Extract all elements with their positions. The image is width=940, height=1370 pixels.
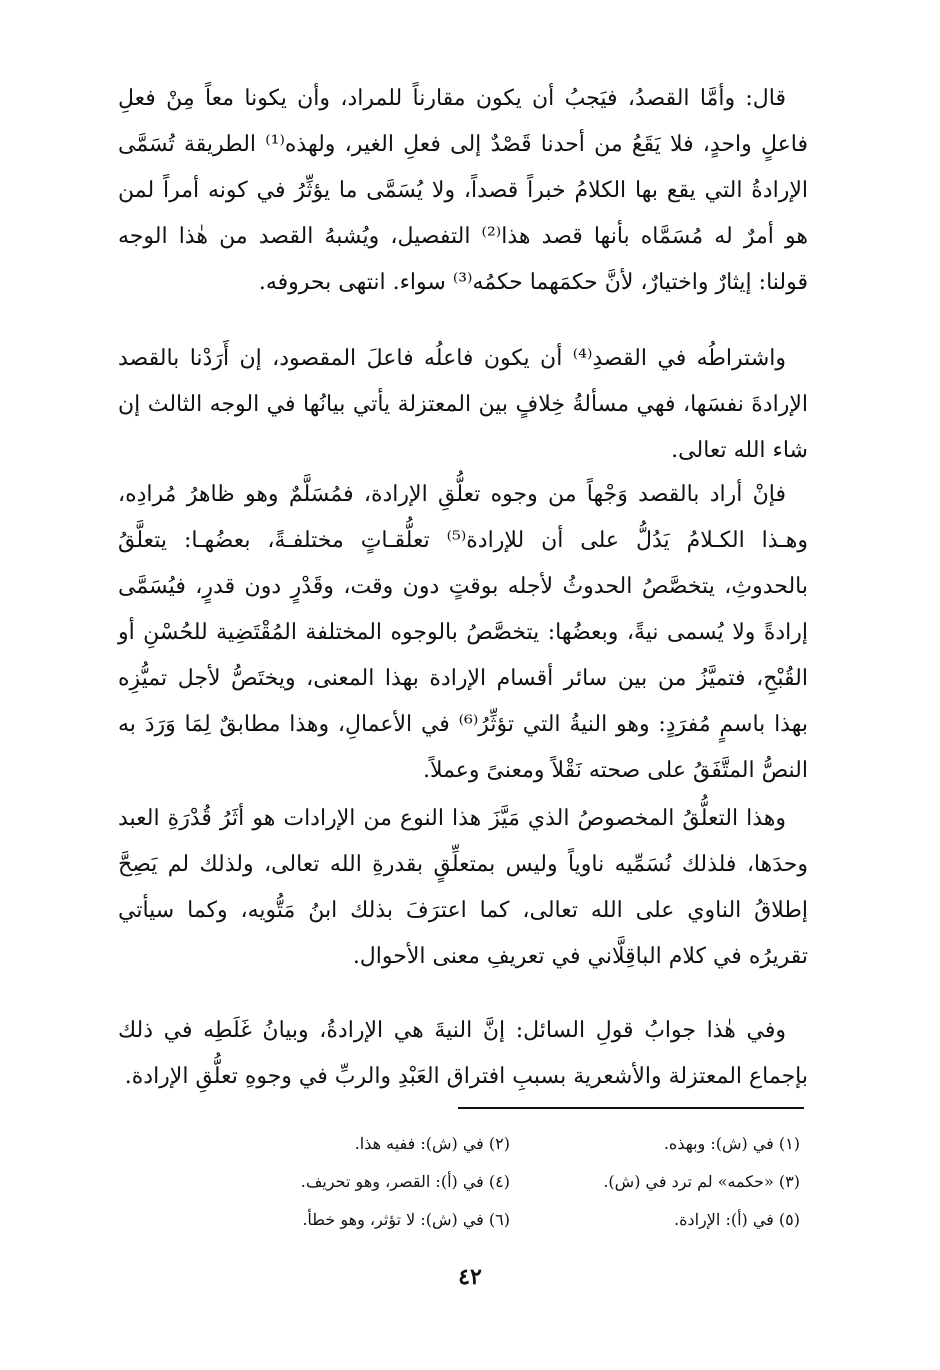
footnote-row [180,1124,800,1162]
footnote-4: (٤) في (أ): القصر، وهو تحريف. [300,1171,510,1191]
paragraph-3: فإنْ أراد بالقصد وَجْهاً من وجوه تعلُّقِ الإرادة، فمُسَلَّمٌ وهو ظاهرُ مُرادِه، وهـذا الكـلامُ يَدُلُّ على أن للإرادة⁽⁵⁾ تعلُّقـاتٍ مختلفـةً، بعضُهـا: يتعلَّقُ بالحدوثِ، يتخصَّصُ الحدوثُ لأجله بوقتٍ دون وقت، وقَدْرٍ دون قدرٍ، فيُسَمَّى إرادةً ولا يُسمى نيةً، وبعضُها: يتخصَّصُ بالوجوه المختلفة المُقْتَضِية للحُسْنِ أو القُبْحِ، فتميَّزُ من بين سائر أقسام الإرادة بهذا المعنى، ويختَصُّ لأجل تميُّزِه بهذا باسمٍ مُفرَدٍ: وهو النيةُ التي تؤثِّرُ⁽⁶⁾ في الأعمالِ، وهذا مطابقٌ لِمَا وَرَدَ به النصُّ المتَّفَقُ على صحته نَقْلاً ومعنىً وعملاً. [118,482,808,783]
footnote-5: (٥) في (أ): الإرادة. [674,1209,800,1229]
paragraph-4: وهذا التعلُّقُ المخصوصُ الذي مَيَّزَ هذا النوع من الإرادات هو أثَرُ قُدْرَةِ العبد وحدَها، فلذلك نُسَمِّيه ناوياً وليس بمتعلِّقٍ بقدرةِ الله تعالى، ولذلك لم يَصِحَّ إطلاقُ الناوي على الله تعالى، كما اعترَفَ بذلك ابنُ مَتُّويه، وكما سيأتي تقريرُه في كلام الباقِلَّاني في تعريفِ معنى الأحوال. [118,806,808,969]
paragraph-1: قال: وأمَّا القصدُ، فيَجبُ أن يكون مقارناً للمراد، وأن يكونا معاً مِنْ فعلِ فاعلٍ واحدٍ، فلا يَقَعُ من أحدنا قَصْدٌ إلى فعلِ الغير، ولهذه⁽¹⁾ الطريقة تُسَمَّى الإرادةُ التي يقع بها الكلامُ خبراً قصداً، ولا يُسَمَّى ما يؤثِّرُ في كونه أمراً لمن هو أمرٌ له مُسَمَّاه بأنها قصد هذا⁽²⁾ التفصيل، ويُشبهُ القصد من هٰذا الوجه قولنا: إيثارٌ واختيارٌ، لأنَّ حكمَهما حكمُه⁽³⁾ سواء. انتهى بحروفه. [118,86,809,295]
footnote-6: (٦) في (ش): لا تؤثر، وهو خطأ. [302,1209,510,1229]
paragraph-5: وفي هٰذا جوابُ قولِ السائل: إنَّ النيةَ هي الإرادةُ، وبيانُ غَلَطِه في ذلك بإجماع المعتزلة والأشعرية بسببِ افتراق العَبْدِ والربِّ في وجوهِ تعلُّقِ الإرادة. [118,1018,808,1089]
footnote-2: (٢) في (ش): ففيه هذا. [354,1133,510,1153]
footnote-1: (١) في (ش): وبهذه. [663,1133,800,1153]
footnote-separator [458,1107,804,1109]
footnote-3: (٣) «حكمه» لم ترد في (ش). [603,1171,800,1191]
footnotes [180,1124,800,1238]
paragraph-2: واشتراطُه في القصدِ⁽⁴⁾ أن يكون فاعلُه فاعلَ المقصود، إن أَرَدْنا بالقصد الإرادةَ نفسَها، فهي مسألةُ خِلافٍ بين المعتزلة يأتي بيانُها في الوجه الثالث إن شاء الله تعالى. [118,346,808,463]
footnote-row [180,1162,800,1200]
page-number: ٤٢ [458,1264,482,1290]
footnote-row [180,1200,800,1238]
